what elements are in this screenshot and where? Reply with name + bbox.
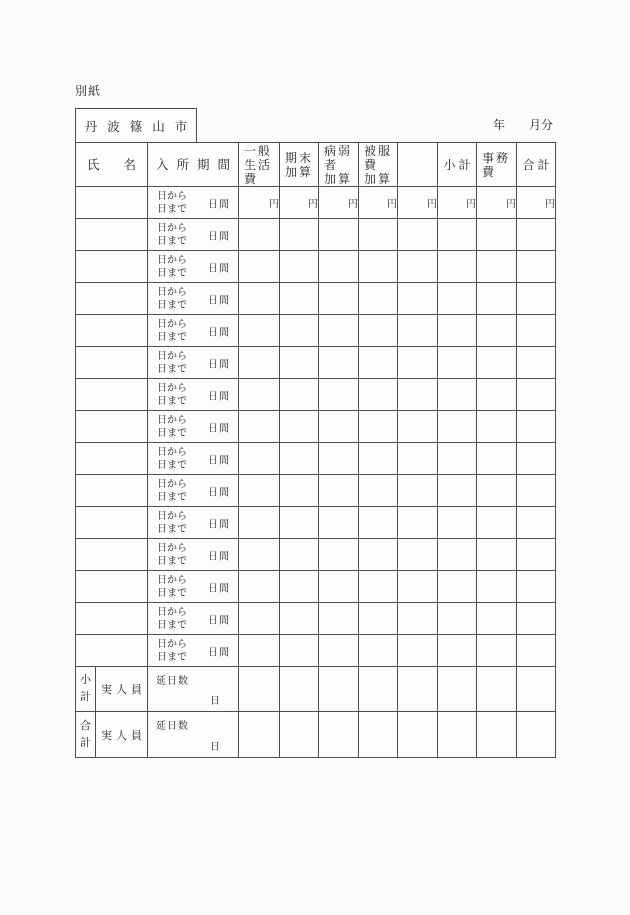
col-header-clothing-cost-addition <box>359 143 398 187</box>
grand-total-day-unit-label: 日 <box>210 742 221 753</box>
table-row <box>76 187 556 219</box>
amount-cell <box>239 315 280 347</box>
amount-cell <box>239 635 280 667</box>
table-row <box>76 219 556 251</box>
amount-cell <box>359 411 398 443</box>
unit-cell: 円 <box>438 187 477 219</box>
period-to-label: 日まで <box>157 427 188 439</box>
amount-cell <box>280 507 319 539</box>
col-header-subtotal <box>438 143 477 187</box>
amount-cell <box>398 283 438 315</box>
period-to-label: 日まで <box>157 331 188 343</box>
amount-cell <box>319 603 359 635</box>
name-cell <box>76 379 148 411</box>
amount-cell <box>280 712 319 758</box>
amount-cell <box>438 443 477 475</box>
amount-cell <box>398 571 438 603</box>
subtotal-extended-days-label: 延日数 <box>156 676 190 687</box>
name-cell <box>76 411 148 443</box>
period-to-label: 日まで <box>157 523 188 535</box>
period-duration-label: 日間 <box>208 519 231 530</box>
amount-cell <box>359 219 398 251</box>
amount-cell <box>438 507 477 539</box>
amount-cell <box>280 443 319 475</box>
amount-cell <box>319 571 359 603</box>
amount-cell <box>517 347 556 379</box>
period-from-label: 日から <box>157 382 188 394</box>
name-cell <box>76 251 148 283</box>
amount-cell <box>477 251 517 283</box>
period-duration-label: 日間 <box>208 199 231 210</box>
table-row <box>76 315 556 347</box>
amount-cell <box>359 443 398 475</box>
period-from-to <box>157 190 187 216</box>
table-header-row <box>76 143 556 187</box>
cost-calculation-table <box>75 142 556 758</box>
period-to-label: 日まで <box>157 267 188 279</box>
subtotal-days-cell <box>148 667 239 712</box>
period-from-label: 日から <box>157 574 188 586</box>
col-header-line: 者 <box>324 157 339 172</box>
period-from-label: 日から <box>157 414 188 426</box>
amount-cell <box>239 475 280 507</box>
amount-cell <box>359 603 398 635</box>
amount-cell <box>319 411 359 443</box>
period-column-header <box>148 143 239 187</box>
amount-cell <box>398 315 438 347</box>
amount-cell <box>239 603 280 635</box>
amount-cell <box>319 347 359 379</box>
col-header-line: 費 <box>364 157 379 172</box>
amount-cell <box>239 571 280 603</box>
amount-cell <box>280 475 319 507</box>
period-cell <box>148 187 239 219</box>
amount-cell <box>398 539 438 571</box>
amount-cell <box>398 379 438 411</box>
amount-cell <box>517 603 556 635</box>
period-from-to <box>157 606 187 632</box>
amount-cell <box>239 219 280 251</box>
period-from-label: 日から <box>157 222 188 234</box>
name-cell <box>76 283 148 315</box>
table-row <box>76 283 556 315</box>
period-duration-label: 日間 <box>208 295 231 306</box>
unit-cell: 円 <box>319 187 359 219</box>
period-cell <box>148 411 239 443</box>
amount-cell <box>438 603 477 635</box>
table-row <box>76 347 556 379</box>
col-header-line: 費 <box>244 171 259 186</box>
period-from-label: 日から <box>157 478 188 490</box>
amount-cell <box>438 571 477 603</box>
month-suffix-label: 月分 <box>528 118 553 132</box>
period-from-to <box>157 446 187 472</box>
period-duration-label: 日間 <box>208 455 231 466</box>
amount-cell <box>319 443 359 475</box>
period-from-label: 日から <box>157 542 188 554</box>
amount-cell <box>359 347 398 379</box>
period-cell <box>148 539 239 571</box>
amount-cell <box>477 603 517 635</box>
amount-cell <box>517 411 556 443</box>
amount-cell <box>438 712 477 758</box>
table-row <box>76 475 556 507</box>
city-name-box <box>75 108 197 144</box>
col-header-line: 加算 <box>285 164 314 179</box>
amount-cell <box>517 667 556 712</box>
col-header-term-end-addition <box>280 143 319 187</box>
amount-cell <box>517 379 556 411</box>
period-cell <box>148 315 239 347</box>
amount-cell <box>477 475 517 507</box>
amount-cell <box>517 539 556 571</box>
period-cell <box>148 379 239 411</box>
table-row <box>76 507 556 539</box>
name-cell <box>76 507 148 539</box>
subtotal-label: 小計 <box>80 674 91 703</box>
col-header-grand-total <box>517 143 556 187</box>
table-row <box>76 443 556 475</box>
amount-cell <box>517 251 556 283</box>
amount-cell <box>319 315 359 347</box>
col-header-blank <box>398 143 438 187</box>
amount-cell <box>359 571 398 603</box>
amount-cell <box>517 219 556 251</box>
city-name-label: 丹波篠山市 <box>84 120 198 134</box>
col-header-line: 加算 <box>364 171 393 186</box>
name-cell <box>76 539 148 571</box>
table-row <box>76 571 556 603</box>
amount-cell <box>477 219 517 251</box>
amount-cell <box>280 635 319 667</box>
amount-cell <box>477 315 517 347</box>
amount-cell <box>398 475 438 507</box>
unit-cell: 円 <box>398 187 438 219</box>
grand-total-label-cell <box>76 712 96 758</box>
table-row <box>76 251 556 283</box>
amount-cell <box>319 219 359 251</box>
unit-cell: 円 <box>359 187 398 219</box>
period-from-to <box>157 510 187 536</box>
amount-cell <box>280 603 319 635</box>
col-header-office-cost <box>477 143 517 187</box>
amount-cell <box>319 539 359 571</box>
period-from-label: 日から <box>157 254 188 266</box>
period-duration-label: 日間 <box>208 583 231 594</box>
period-to-label: 日まで <box>157 299 188 311</box>
amount-cell <box>398 443 438 475</box>
grand-total-label: 合計 <box>80 719 91 749</box>
amount-cell <box>319 635 359 667</box>
amount-cell <box>398 712 438 758</box>
amount-cell <box>319 475 359 507</box>
name-cell <box>76 635 148 667</box>
period-from-label: 日から <box>157 318 188 330</box>
amount-cell <box>438 539 477 571</box>
amount-cell <box>398 347 438 379</box>
name-cell <box>76 347 148 379</box>
period-cell <box>148 571 239 603</box>
period-from-to <box>157 542 187 568</box>
amount-cell <box>359 251 398 283</box>
name-header-label: 氏名 <box>87 157 137 172</box>
period-to-label: 日まで <box>157 619 188 631</box>
name-cell <box>76 571 148 603</box>
period-cell <box>148 347 239 379</box>
period-to-label: 日まで <box>157 235 188 247</box>
period-to-label: 日まで <box>157 459 188 471</box>
amount-cell <box>517 571 556 603</box>
amount-cell <box>239 283 280 315</box>
col-header-sickly-person-addition <box>319 143 359 187</box>
period-from-label: 日から <box>157 286 188 298</box>
period-duration-label: 日間 <box>208 615 231 626</box>
unit-cell: 円 <box>239 187 280 219</box>
amount-cell <box>438 379 477 411</box>
amount-cell <box>239 539 280 571</box>
period-from-to <box>157 222 187 248</box>
period-duration-label: 日間 <box>208 263 231 274</box>
unit-cell: 円 <box>280 187 319 219</box>
period-duration-label: 日間 <box>208 391 231 402</box>
amount-cell <box>438 315 477 347</box>
col-header-line: 病弱 <box>324 143 353 158</box>
period-to-label: 日まで <box>157 587 188 599</box>
amount-cell <box>517 507 556 539</box>
col-header-line: 期末 <box>285 150 314 165</box>
col-header-line: 被服 <box>364 143 393 158</box>
subtotal-day-unit-label: 日 <box>210 696 221 707</box>
period-from-to <box>157 414 187 440</box>
period-to-label: 日まで <box>157 363 188 375</box>
amount-cell <box>359 379 398 411</box>
table-row <box>76 411 556 443</box>
amount-cell <box>280 219 319 251</box>
period-from-to <box>157 382 187 408</box>
appendix-label: 別紙 <box>75 84 102 98</box>
name-cell <box>76 315 148 347</box>
amount-cell <box>398 603 438 635</box>
amount-cell <box>438 347 477 379</box>
amount-cell <box>438 219 477 251</box>
amount-cell <box>477 667 517 712</box>
amount-cell <box>477 571 517 603</box>
amount-cell <box>438 411 477 443</box>
amount-cell <box>319 667 359 712</box>
period-to-label: 日まで <box>157 203 188 215</box>
amount-cell <box>280 539 319 571</box>
period-cell <box>148 219 239 251</box>
col-header-line: 小計 <box>443 157 474 172</box>
subtotal-row <box>76 667 556 712</box>
grand-total-staff-cell: 実人員 <box>96 712 148 758</box>
period-from-to <box>157 254 187 280</box>
period-from-label: 日から <box>157 606 188 618</box>
grand-total-days-cell <box>148 712 239 758</box>
amount-cell <box>319 283 359 315</box>
period-from-label: 日から <box>157 446 188 458</box>
amount-cell <box>517 712 556 758</box>
col-header-line: 合計 <box>522 157 553 172</box>
amount-cell <box>359 283 398 315</box>
period-duration-label: 日間 <box>208 327 231 338</box>
table-row <box>76 379 556 411</box>
period-from-label: 日から <box>157 350 188 362</box>
amount-cell <box>280 347 319 379</box>
table-row <box>76 539 556 571</box>
amount-cell <box>477 283 517 315</box>
period-header-label: 入所期間 <box>156 157 231 172</box>
amount-cell <box>239 712 280 758</box>
period-from-to <box>157 638 187 664</box>
amount-cell <box>239 507 280 539</box>
amount-cell <box>517 443 556 475</box>
period-cell <box>148 507 239 539</box>
amount-cell <box>359 475 398 507</box>
period-cell <box>148 283 239 315</box>
amount-cell <box>280 379 319 411</box>
amount-cell <box>438 283 477 315</box>
name-cell <box>76 603 148 635</box>
amount-cell <box>280 667 319 712</box>
amount-cell <box>239 667 280 712</box>
period-cell <box>148 443 239 475</box>
period-duration-label: 日間 <box>208 551 231 562</box>
table-row <box>76 603 556 635</box>
amount-cell <box>477 379 517 411</box>
amount-cell <box>398 635 438 667</box>
subtotal-staff-cell: 実人員 <box>96 667 148 712</box>
unit-cell: 円 <box>517 187 556 219</box>
amount-cell <box>359 712 398 758</box>
col-header-line: 加算 <box>324 171 353 186</box>
amount-cell <box>359 315 398 347</box>
amount-cell <box>319 712 359 758</box>
name-cell <box>76 219 148 251</box>
period-cell <box>148 603 239 635</box>
amount-cell <box>438 475 477 507</box>
amount-cell <box>477 539 517 571</box>
table-row <box>76 635 556 667</box>
name-cell <box>76 443 148 475</box>
amount-cell <box>359 635 398 667</box>
amount-cell <box>517 315 556 347</box>
period-cell <box>148 475 239 507</box>
period-from-label: 日から <box>157 638 188 650</box>
amount-cell <box>239 347 280 379</box>
name-cell <box>76 187 148 219</box>
amount-cell <box>477 411 517 443</box>
amount-cell <box>477 712 517 758</box>
grand-total-extended-days-label: 延日数 <box>156 721 190 732</box>
col-header-general-living-cost <box>239 143 280 187</box>
period-duration-label: 日間 <box>208 647 231 658</box>
period-from-to <box>157 350 187 376</box>
period-duration-label: 日間 <box>208 487 231 498</box>
col-header-line: 事務 <box>482 150 511 165</box>
period-from-label: 日から <box>157 190 188 202</box>
period-from-to <box>157 286 187 312</box>
amount-cell <box>398 667 438 712</box>
unit-cell: 円 <box>477 187 517 219</box>
amount-cell <box>477 347 517 379</box>
year-month-line <box>493 116 553 133</box>
amount-cell <box>398 219 438 251</box>
amount-cell <box>398 251 438 283</box>
name-cell <box>76 475 148 507</box>
grand-total-row <box>76 712 556 758</box>
amount-cell <box>438 251 477 283</box>
col-header-line: 一般 <box>244 143 273 158</box>
amount-cell <box>239 443 280 475</box>
amount-cell <box>239 251 280 283</box>
period-duration-label: 日間 <box>208 423 231 434</box>
period-cell <box>148 635 239 667</box>
period-from-to <box>157 574 187 600</box>
period-to-label: 日まで <box>157 395 188 407</box>
amount-cell <box>477 635 517 667</box>
period-from-label: 日から <box>157 510 188 522</box>
amount-cell <box>359 539 398 571</box>
amount-cell <box>239 379 280 411</box>
period-to-label: 日まで <box>157 491 188 503</box>
col-header-line: 費 <box>482 164 497 179</box>
amount-cell <box>438 635 477 667</box>
amount-cell <box>477 443 517 475</box>
amount-cell <box>359 507 398 539</box>
amount-cell <box>280 315 319 347</box>
amount-cell <box>319 379 359 411</box>
amount-cell <box>280 411 319 443</box>
amount-cell <box>517 635 556 667</box>
amount-cell <box>517 283 556 315</box>
period-cell <box>148 251 239 283</box>
amount-cell <box>280 251 319 283</box>
period-duration-label: 日間 <box>208 359 231 370</box>
period-duration-label: 日間 <box>208 231 231 242</box>
amount-cell <box>398 411 438 443</box>
amount-cell <box>280 283 319 315</box>
amount-cell <box>239 411 280 443</box>
subtotal-label-cell <box>76 667 96 712</box>
amount-cell <box>319 507 359 539</box>
amount-cell <box>319 251 359 283</box>
amount-cell <box>438 667 477 712</box>
col-header-line: 生活 <box>244 157 273 172</box>
amount-cell <box>398 507 438 539</box>
amount-cell <box>359 667 398 712</box>
period-to-label: 日まで <box>157 555 188 567</box>
period-from-to <box>157 478 187 504</box>
year-label: 年 <box>493 118 506 132</box>
period-from-to <box>157 318 187 344</box>
amount-cell <box>517 475 556 507</box>
amount-cell <box>280 571 319 603</box>
amount-cell <box>477 507 517 539</box>
period-to-label: 日まで <box>157 651 188 663</box>
name-column-header <box>76 143 148 187</box>
